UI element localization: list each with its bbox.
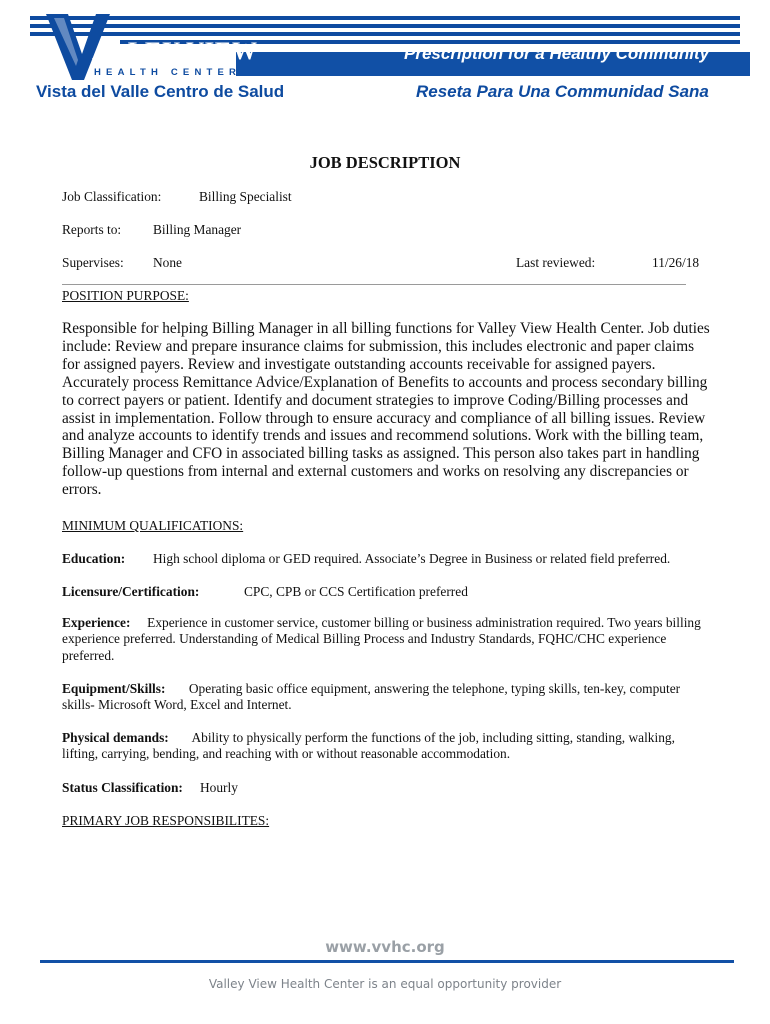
licensure-value: CPC, CPB or CCS Certification preferred (244, 584, 468, 599)
job-classification-label: Job Classification: (62, 189, 162, 204)
footer-equal-opportunity-note: Valley View Health Center is an equal opportunity provider (208, 977, 562, 991)
primary-responsibilities-heading: PRIMARY JOB RESPONSIBILITES: (62, 813, 270, 828)
tagline-english: Prescription for a Healthy Community (404, 44, 710, 63)
equipment-label: Equipment/Skills: (62, 681, 166, 696)
physical-demands-block (62, 730, 712, 763)
footer-website: www.vvhc.org (325, 938, 445, 956)
reports-to-value: Billing Manager (153, 222, 242, 237)
equipment-value: Operating basic office equipment, answering the telephone, typing skills, ten-key, computer skills- Microsoft Word, Excel and Internet. (62, 681, 681, 713)
physical-demands-value: Ability to physically perform the functions of the job, including sitting, standing, walking, lifting, carrying, bending, and reaching with or without reasonable accommodation. (62, 730, 675, 762)
tagline-spanish: Reseta Para Una Communidad Sana (416, 82, 709, 101)
last-reviewed-label: Last reviewed: (516, 255, 596, 270)
experience-label: Experience: (62, 615, 131, 630)
status-classification-label: Status Classification: (62, 780, 183, 795)
page-title: JOB DESCRIPTION (309, 153, 461, 172)
experience-block (62, 615, 712, 664)
section-divider (62, 284, 686, 285)
footer-divider (40, 960, 734, 963)
logo-spanish-name: Vista del Valle Centro de Salud (36, 82, 285, 101)
education-value: High school diploma or GED required. Associate’s Degree in Business or related field preferred. (153, 551, 671, 566)
job-classification-value: Billing Specialist (199, 189, 292, 204)
position-purpose-text: Responsible for helping Billing Manager in all billing functions for Valley View Health Center. Job duties include: Review and prepare insurance claims for submission, this includes electronic and paper claims for assigned payers. Review and investigate outstanding accounts receivable for assigned payers. Accurately process Remittance Advice/Explanation of Benefits to accounts and process secondary billing to correct payers or patient. Identify and document strategies to improve Coding/Billing processes and assist in implementation. Follow through to ensure accuracy and compliance of all billing issues. Review and analyze accounts to identify trends and issues and recommend solutions. Work with the billing team, Billing Manager and CFO in associated billing tasks as assigned. This person also takes part in handling follow-up questions from internal and external customers and works on resolving any discrepancies or errors. (62, 320, 710, 499)
equipment-block (62, 681, 712, 714)
supervises-value: None (153, 255, 183, 270)
logo-name: ALLEY VIEW (92, 38, 258, 65)
logo-subtitle: HEALTH CENTER (94, 67, 242, 78)
physical-demands-label: Physical demands: (62, 730, 169, 745)
supervises-label: Supervises: (62, 255, 124, 270)
minimum-qualifications-heading: MINIMUM QUALIFICATIONS: (62, 518, 244, 533)
reports-to-label: Reports to: (62, 222, 122, 237)
status-classification-value: Hourly (200, 780, 238, 795)
licensure-label: Licensure/Certification: (62, 584, 200, 599)
experience-value: Experience in customer service, customer billing or business administration required. Two years billing experience preferred. Understanding of Medical Billing Process and Industry Standards, FQHC/CHC experience preferred. (62, 615, 701, 663)
position-purpose-heading: POSITION PURPOSE: (62, 288, 189, 303)
education-label: Education: (62, 551, 126, 566)
last-reviewed-date: 11/26/18 (652, 255, 700, 270)
